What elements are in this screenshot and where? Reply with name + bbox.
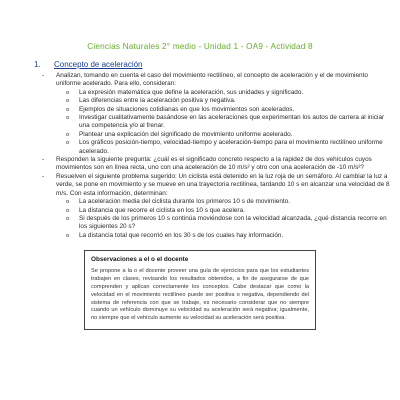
section-heading <box>34 60 143 69</box>
section-title: Concepto de aceleración <box>54 60 143 69</box>
list-item: - Responden la siguiente pregunta: ¿cuál es el significado concreto respecto a la rapidez de dos vehículos cuyos movimientos son en línea recta, uno con una aceleración de 10 m/s² y otro con una aceleración de -10 m/s²? <box>42 156 392 173</box>
sub-list-item: o La expresión matemática que define la aceleración, sus unidades y significado. <box>42 89 392 97</box>
sub-list-item: o La distancia total que recorrió en los 30 s de los cuales hay información. <box>42 232 392 240</box>
sub-list-item: o Los gráficos posición-tiempo, velocidad-tiempo y aceleración-tiempo para el movimiento rectilíneo uniforme acelerado. <box>42 139 392 156</box>
sub-list-item: o Plantear una explicación del significado de movimiento uniforme acelerado. <box>42 131 392 139</box>
observations-title: Observaciones a el o el docente <box>91 256 189 263</box>
sub-list-item: o La aceleración media del ciclista durante los primeros 10 s de movimiento. <box>42 198 392 206</box>
sub-list-item: o Las diferencias entre la aceleración positiva y negativa. <box>42 97 392 105</box>
document-title: Ciencias Naturales 2° medio - Unidad 1 - OA9 - Actividad 8 <box>87 42 313 51</box>
activity-list <box>42 72 392 240</box>
list-item: - Analizan, tomando en cuenta el caso del movimiento rectilíneo, el concepto de aceleración y el de movimiento uniforme acelerado. Para ello, consideran: <box>42 72 392 89</box>
section-number: 1. <box>34 60 41 69</box>
sub-list-item: o Investigar cualitativamente basándose en las aceleraciones que experimentan los autos de carrera al iniciar una competencia y/o al frenar. <box>42 114 392 131</box>
sub-list-item: o La distancia que recorre el ciclista en los 10 s que acelera. <box>42 207 392 215</box>
observations-body: Se propone a la o el docente proveer una guía de ejercicios para que los estudiantes trabajen en clases, revisando los resultados obtenidos, a fin de asegurarse de que comprenden y aplican correctamente los conceptos. Cabe destacar que como la velocidad en el movimiento rectilíneo puede ser positiva o negativa, dependiendo del sistema de referencia con que se trabaje, es necesario considerar que no siempre cuando un vehículo disminuye su velocidad su aceleración será negativa; igualmente, no siempre que el vehículo aumente su velocidad su aceleración será positiva. <box>91 267 309 322</box>
sub-list-item: o Si después de los primeros 10 s continúa moviéndose con la velocidad alcanzada, ¿qué distancia recorre en los siguientes 20 s? <box>42 215 392 232</box>
sub-list-item: o Ejemplos de situaciones cotidianas en que los movimientos son acelerados. <box>42 106 392 114</box>
list-item: - Resuelven el siguiente problema sugerido: Un ciclista está detenido en la luz roja de un semáforo. Al cambiar la luz a verde, se pone en movimiento y se mueve en una trayectoria rectilínea, tardando 10 s en alcanzar una velocidad de 8 m/s. Con esta información, determinan: <box>42 173 392 198</box>
observations-box <box>84 250 316 330</box>
